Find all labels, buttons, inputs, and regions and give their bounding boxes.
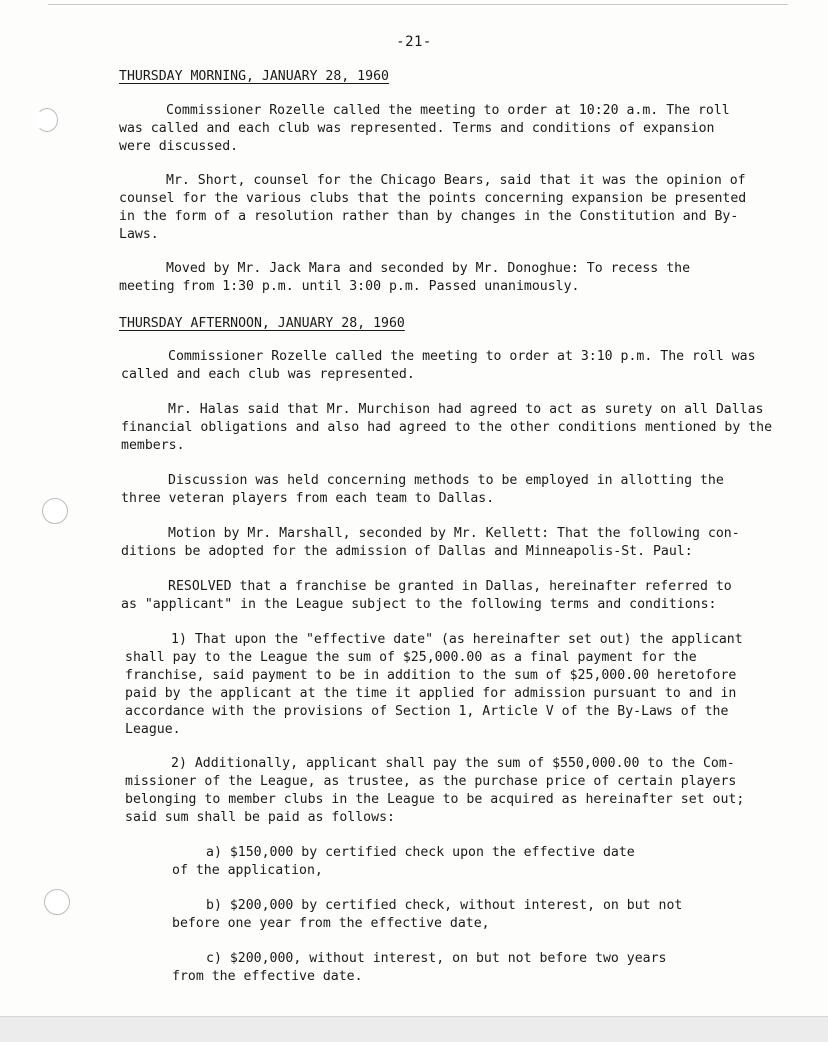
text-line: were discussed. <box>119 139 239 154</box>
text-line: b) $200,000 by certified check, without interest, on but not <box>206 898 683 913</box>
paragraph-resolved <box>121 578 732 614</box>
text-line: accordance with the provisions of Section 1, Article V of the By-Laws of the <box>125 704 729 719</box>
page-top-edge <box>48 4 788 5</box>
text-line: from the effective date. <box>172 969 363 984</box>
text-line: Mr. Short, counsel for the Chicago Bears, said that it was the opinion of <box>166 173 746 188</box>
text-line: ditions be adopted for the admission of Dallas and Minneapolis-St. Paul: <box>121 544 693 559</box>
text-line: meeting from 1:30 p.m. until 3:00 p.m. Passed unanimously. <box>119 279 580 294</box>
text-line: Commissioner Rozelle called the meeting to order at 10:20 a.m. The roll <box>166 103 730 118</box>
text-line: belonging to member clubs in the League to be acquired as hereinafter set out; <box>125 792 745 807</box>
text-line: before one year from the effective date, <box>172 916 490 931</box>
heading-afternoon: THURSDAY AFTERNOON, JANUARY 28, 1960 <box>119 316 405 331</box>
text-line: Discussion was held concerning methods to be employed in allotting the <box>168 473 724 488</box>
text-line: missioner of the League, as trustee, as the purchase price of certain players <box>125 774 737 789</box>
text-line: paid by the applicant at the time it applied for admission pursuant to and in <box>125 686 737 701</box>
text-line: members. <box>121 438 185 453</box>
text-line: counsel for the various clubs that the points concerning expansion be presented <box>119 191 747 206</box>
text-line: Laws. <box>119 227 159 242</box>
text-line: RESOLVED that a franchise be granted in Dallas, hereinafter referred to <box>168 579 732 594</box>
text-line: Mr. Halas said that Mr. Murchison had agreed to act as surety on all Dallas <box>168 402 764 417</box>
text-line: Moved by Mr. Jack Mara and seconded by Mr. Donoghue: To recess the <box>166 261 691 276</box>
text-line: c) $200,000, without interest, on but not before two years <box>206 951 667 966</box>
payment-item-c <box>172 950 667 986</box>
paragraph-short-counsel <box>119 172 746 244</box>
page-bottom-edge <box>0 1016 828 1042</box>
condition-1 <box>125 631 743 739</box>
text-line: franchise, said payment to be in addition to the sum of $25,000.00 heretofore <box>125 668 737 683</box>
condition-2 <box>125 755 744 827</box>
text-line: League. <box>125 722 181 737</box>
text-line: was called and each club was represented. Terms and conditions of expansion <box>119 121 715 136</box>
text-line: Commissioner Rozelle called the meeting to order at 3:10 p.m. The roll was <box>168 349 756 364</box>
text-line: in the form of a resolution rather than by changes in the Constitution and By- <box>119 209 739 224</box>
text-line: 2) Additionally, applicant shall pay the sum of $550,000.00 to the Com- <box>171 756 735 771</box>
paragraph-halas-murchison <box>121 401 772 455</box>
text-line: Motion by Mr. Marshall, seconded by Mr. Kellett: That the following con- <box>168 526 740 541</box>
text-line: three veteran players from each team to Dallas. <box>121 491 495 506</box>
paragraph-call-to-order-morning <box>119 102 730 156</box>
text-line: as "applicant" in the League subject to the following terms and conditions: <box>121 597 717 612</box>
paragraph-allotting-players <box>121 472 724 508</box>
page-number: -21- <box>396 34 432 50</box>
binder-hole <box>42 498 68 524</box>
paragraph-call-to-order-afternoon <box>121 348 756 384</box>
paragraph-marshall-motion <box>121 525 740 561</box>
binder-hole <box>44 889 70 915</box>
text-line: a) $150,000 by certified check upon the effective date <box>206 845 635 860</box>
text-line: shall pay to the League the sum of $25,000.00 as a final payment for the <box>125 650 697 665</box>
paragraph-recess-motion <box>119 260 690 296</box>
payment-item-b <box>172 897 682 933</box>
text-line: 1) That upon the "effective date" (as hereinafter set out) the applicant <box>171 632 743 647</box>
text-line: called and each club was represented. <box>121 367 415 382</box>
payment-item-a <box>172 844 635 880</box>
text-line: of the application, <box>172 863 323 878</box>
text-line: said sum shall be paid as follows: <box>125 810 395 825</box>
heading-morning: THURSDAY MORNING, JANUARY 28, 1960 <box>119 69 389 84</box>
binder-hole <box>36 108 58 132</box>
text-line: financial obligations and also had agreed to the other conditions mentioned by the <box>121 420 773 435</box>
